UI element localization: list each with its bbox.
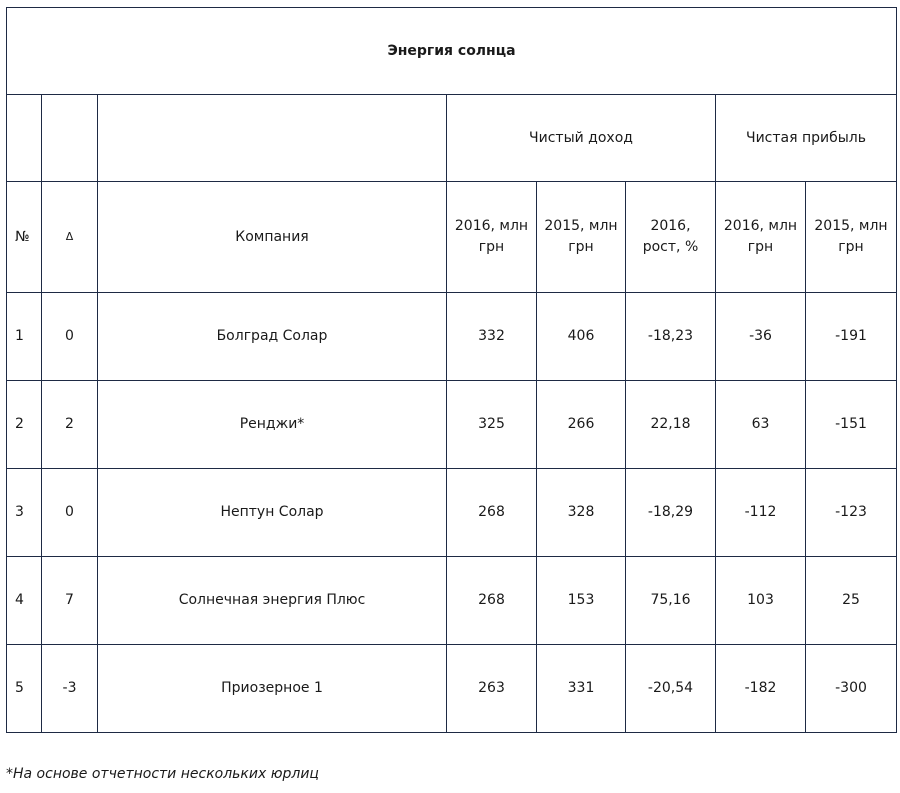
cell-income-2016: 332	[447, 293, 537, 381]
header-income-2015: 2015, млн грн	[537, 182, 626, 293]
header-profit-2015: 2015, млн грн	[806, 182, 897, 293]
cell-profit-2015: -151	[806, 381, 897, 469]
cell-income-2016: 325	[447, 381, 537, 469]
header-delta: Δ	[42, 182, 98, 293]
cell-company: Ренджи*	[98, 381, 447, 469]
header-company: Компания	[98, 182, 447, 293]
cell-profit-2015: 25	[806, 557, 897, 645]
cell-delta: 0	[42, 293, 98, 381]
cell-growth-2016: 22,18	[626, 381, 716, 469]
cell-num: 2	[7, 381, 42, 469]
header-growth-2016: 2016, рост, %	[626, 182, 716, 293]
cell-income-2016: 268	[447, 469, 537, 557]
table-row	[7, 381, 897, 469]
header-income-2016: 2016, млн грн	[447, 182, 537, 293]
cell-growth-2016: -20,54	[626, 645, 716, 733]
cell-income-2015: 328	[537, 469, 626, 557]
cell-company: Нептун Солар	[98, 469, 447, 557]
cell-profit-2015: -191	[806, 293, 897, 381]
cell-num: 3	[7, 469, 42, 557]
cell-company: Приозерное 1	[98, 645, 447, 733]
cell-growth-2016: 75,16	[626, 557, 716, 645]
group-empty-num	[7, 95, 42, 182]
cell-num: 1	[7, 293, 42, 381]
cell-profit-2016: -112	[716, 469, 806, 557]
table-row	[7, 557, 897, 645]
cell-income-2015: 406	[537, 293, 626, 381]
cell-company: Солнечная энергия Плюс	[98, 557, 447, 645]
header-profit-2016: 2016, млн грн	[716, 182, 806, 293]
table-row	[7, 469, 897, 557]
cell-profit-2016: -36	[716, 293, 806, 381]
cell-growth-2016: -18,23	[626, 293, 716, 381]
cell-profit-2016: 103	[716, 557, 806, 645]
table-row	[7, 293, 897, 381]
cell-income-2015: 153	[537, 557, 626, 645]
group-net-profit: Чистая прибыль	[716, 95, 897, 182]
cell-growth-2016: -18,29	[626, 469, 716, 557]
group-empty-company	[98, 95, 447, 182]
cell-profit-2015: -123	[806, 469, 897, 557]
cell-delta: 0	[42, 469, 98, 557]
group-empty-delta	[42, 95, 98, 182]
cell-delta: -3	[42, 645, 98, 733]
cell-profit-2016: -182	[716, 645, 806, 733]
cell-num: 5	[7, 645, 42, 733]
table-row	[7, 645, 897, 733]
header-num: №	[7, 182, 42, 293]
group-net-income: Чистый доход	[447, 95, 716, 182]
cell-income-2016: 268	[447, 557, 537, 645]
cell-profit-2015: -300	[806, 645, 897, 733]
cell-income-2015: 266	[537, 381, 626, 469]
table-title: Энергия солнца	[7, 8, 897, 95]
cell-company: Болград Солар	[98, 293, 447, 381]
solar-energy-table	[6, 7, 897, 733]
cell-profit-2016: 63	[716, 381, 806, 469]
cell-num: 4	[7, 557, 42, 645]
cell-delta: 2	[42, 381, 98, 469]
cell-delta: 7	[42, 557, 98, 645]
footnote: *На основе отчетности нескольких юрлиц	[6, 766, 319, 782]
cell-income-2016: 263	[447, 645, 537, 733]
cell-income-2015: 331	[537, 645, 626, 733]
